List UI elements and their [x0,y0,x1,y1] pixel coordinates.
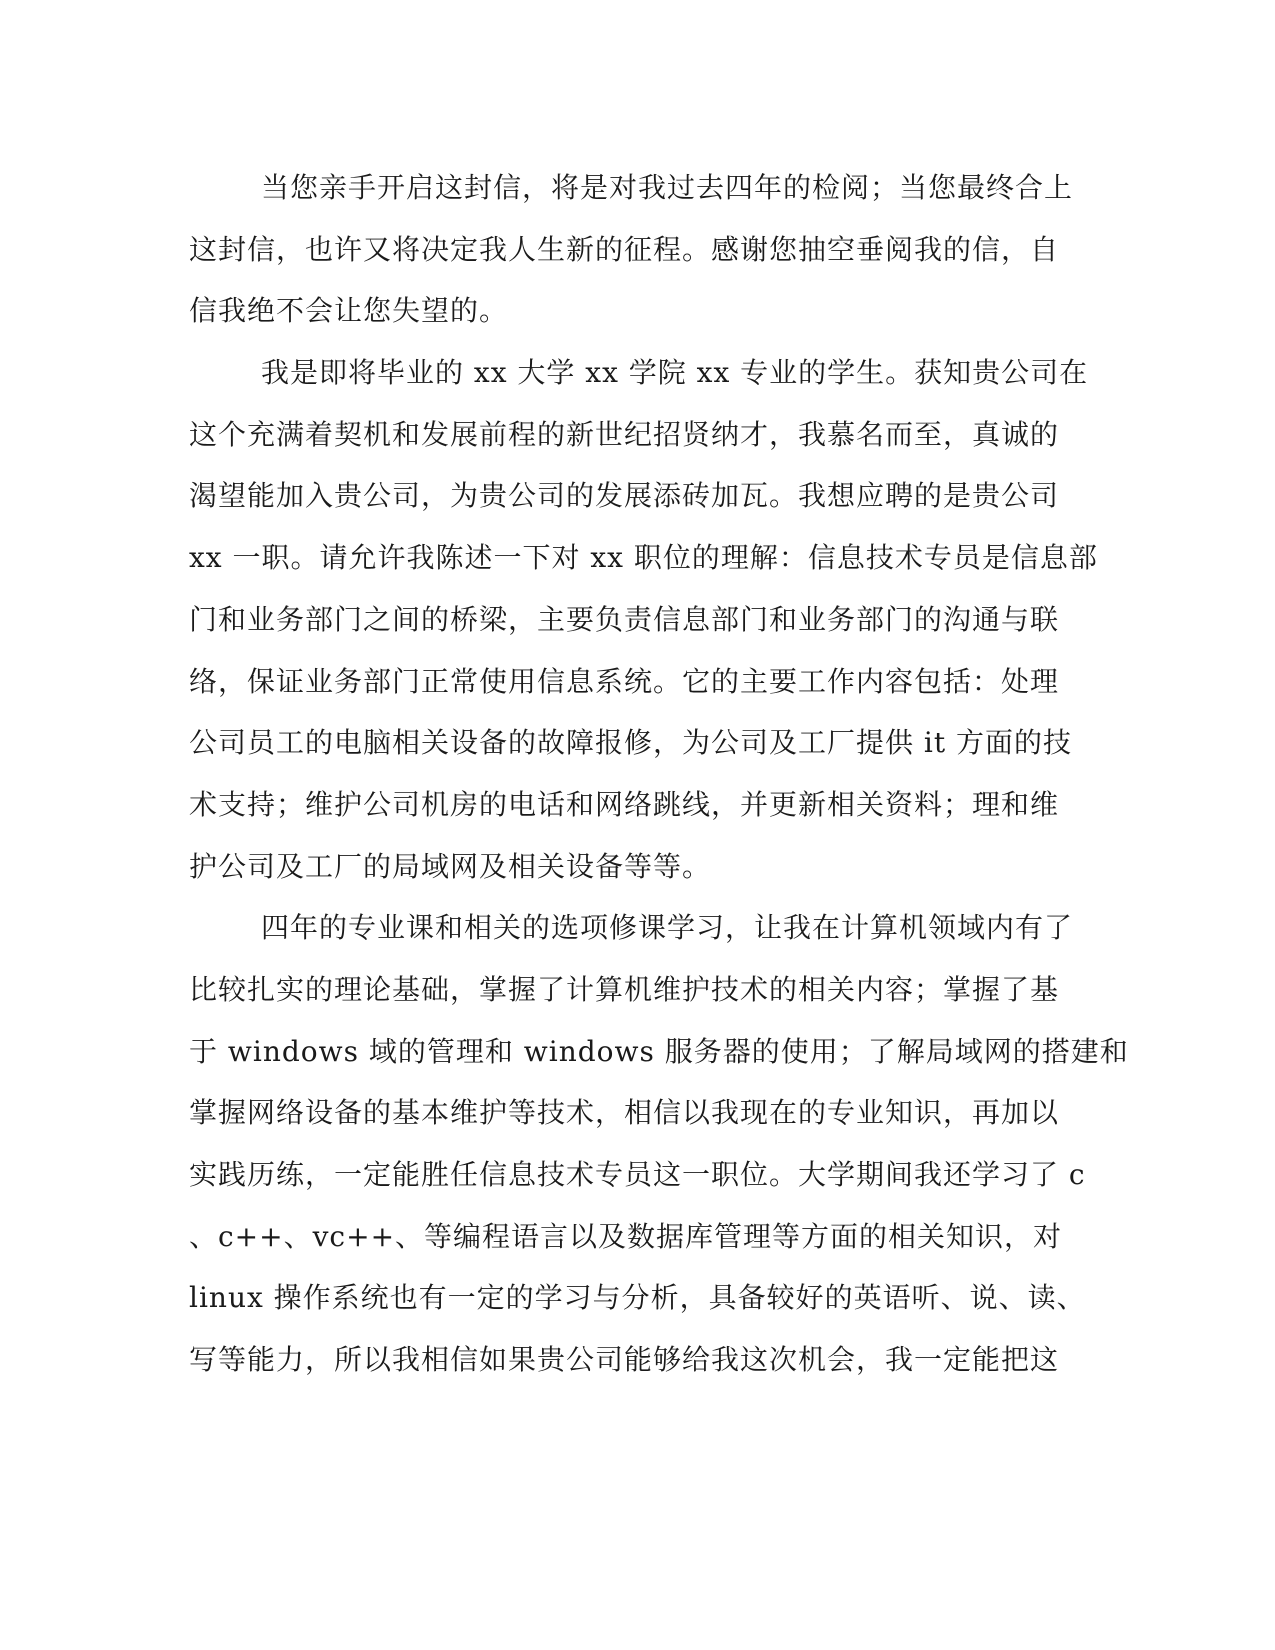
text-line: 这个充满着契机和发展前程的新世纪招贤纳才，我慕名而至，真诚的 [189,417,1060,451]
text-line: 术支持；维护公司机房的电话和网络跳线，并更新相关资料；理和维 [189,787,1060,821]
text-line: 渴望能加入贵公司，为贵公司的发展添砖加瓦。我想应聘的是贵公司 [189,479,1060,513]
letter-body [189,157,1129,1391]
text-line: linux 操作系统也有一定的学习与分析，具备较好的英语听、说、读、 [189,1281,1086,1315]
text-line: 公司员工的电脑相关设备的故障报修，为公司及工厂提供 it 方面的技 [189,726,1073,760]
text-line: xx 一职。请允许我陈述一下对 xx 职位的理解：信息技术专员是信息部 [189,541,1098,575]
text-line: 我是即将毕业的 xx 大学 xx 学院 xx 专业的学生。获知贵公司在 [261,356,1089,390]
text-line: 这封信，也许又将决定我人生新的征程。感谢您抽空垂阅我的信，自 [189,232,1060,266]
text-line: 四年的专业课和相关的选项修课学习，让我在计算机领域内有了 [261,911,1074,945]
text-line: 、c++、vc++、等编程语言以及数据库管理等方面的相关知识，对 [189,1219,1063,1253]
text-line: 写等能力，所以我相信如果贵公司能够给我这次机会，我一定能把这 [189,1343,1060,1377]
text-line: 比较扎实的理论基础，掌握了计算机维护技术的相关内容；掌握了基 [189,972,1060,1006]
text-line: 实践历练，一定能胜任信息技术专员这一职位。大学期间我还学习了 c [189,1158,1086,1191]
text-line: 信我绝不会让您失望的。 [189,294,509,328]
text-line: 门和业务部门之间的桥梁，主要负责信息部门和业务部门的沟通与联 [189,602,1060,636]
text-line: 于 windows 域的管理和 windows 服务器的使用；了解局域网的搭建和 [189,1034,1129,1068]
text-line: 络，保证业务部门正常使用信息系统。它的主要工作内容包括：处理 [189,664,1060,698]
text-line: 护公司及工厂的局域网及相关设备等等。 [189,849,712,883]
text-line: 当您亲手开启这封信，将是对我过去四年的检阅；当您最终合上 [261,171,1074,204]
text-line: 掌握网络设备的基本维护等技术，相信以我现在的专业知识，再加以 [189,1096,1060,1130]
